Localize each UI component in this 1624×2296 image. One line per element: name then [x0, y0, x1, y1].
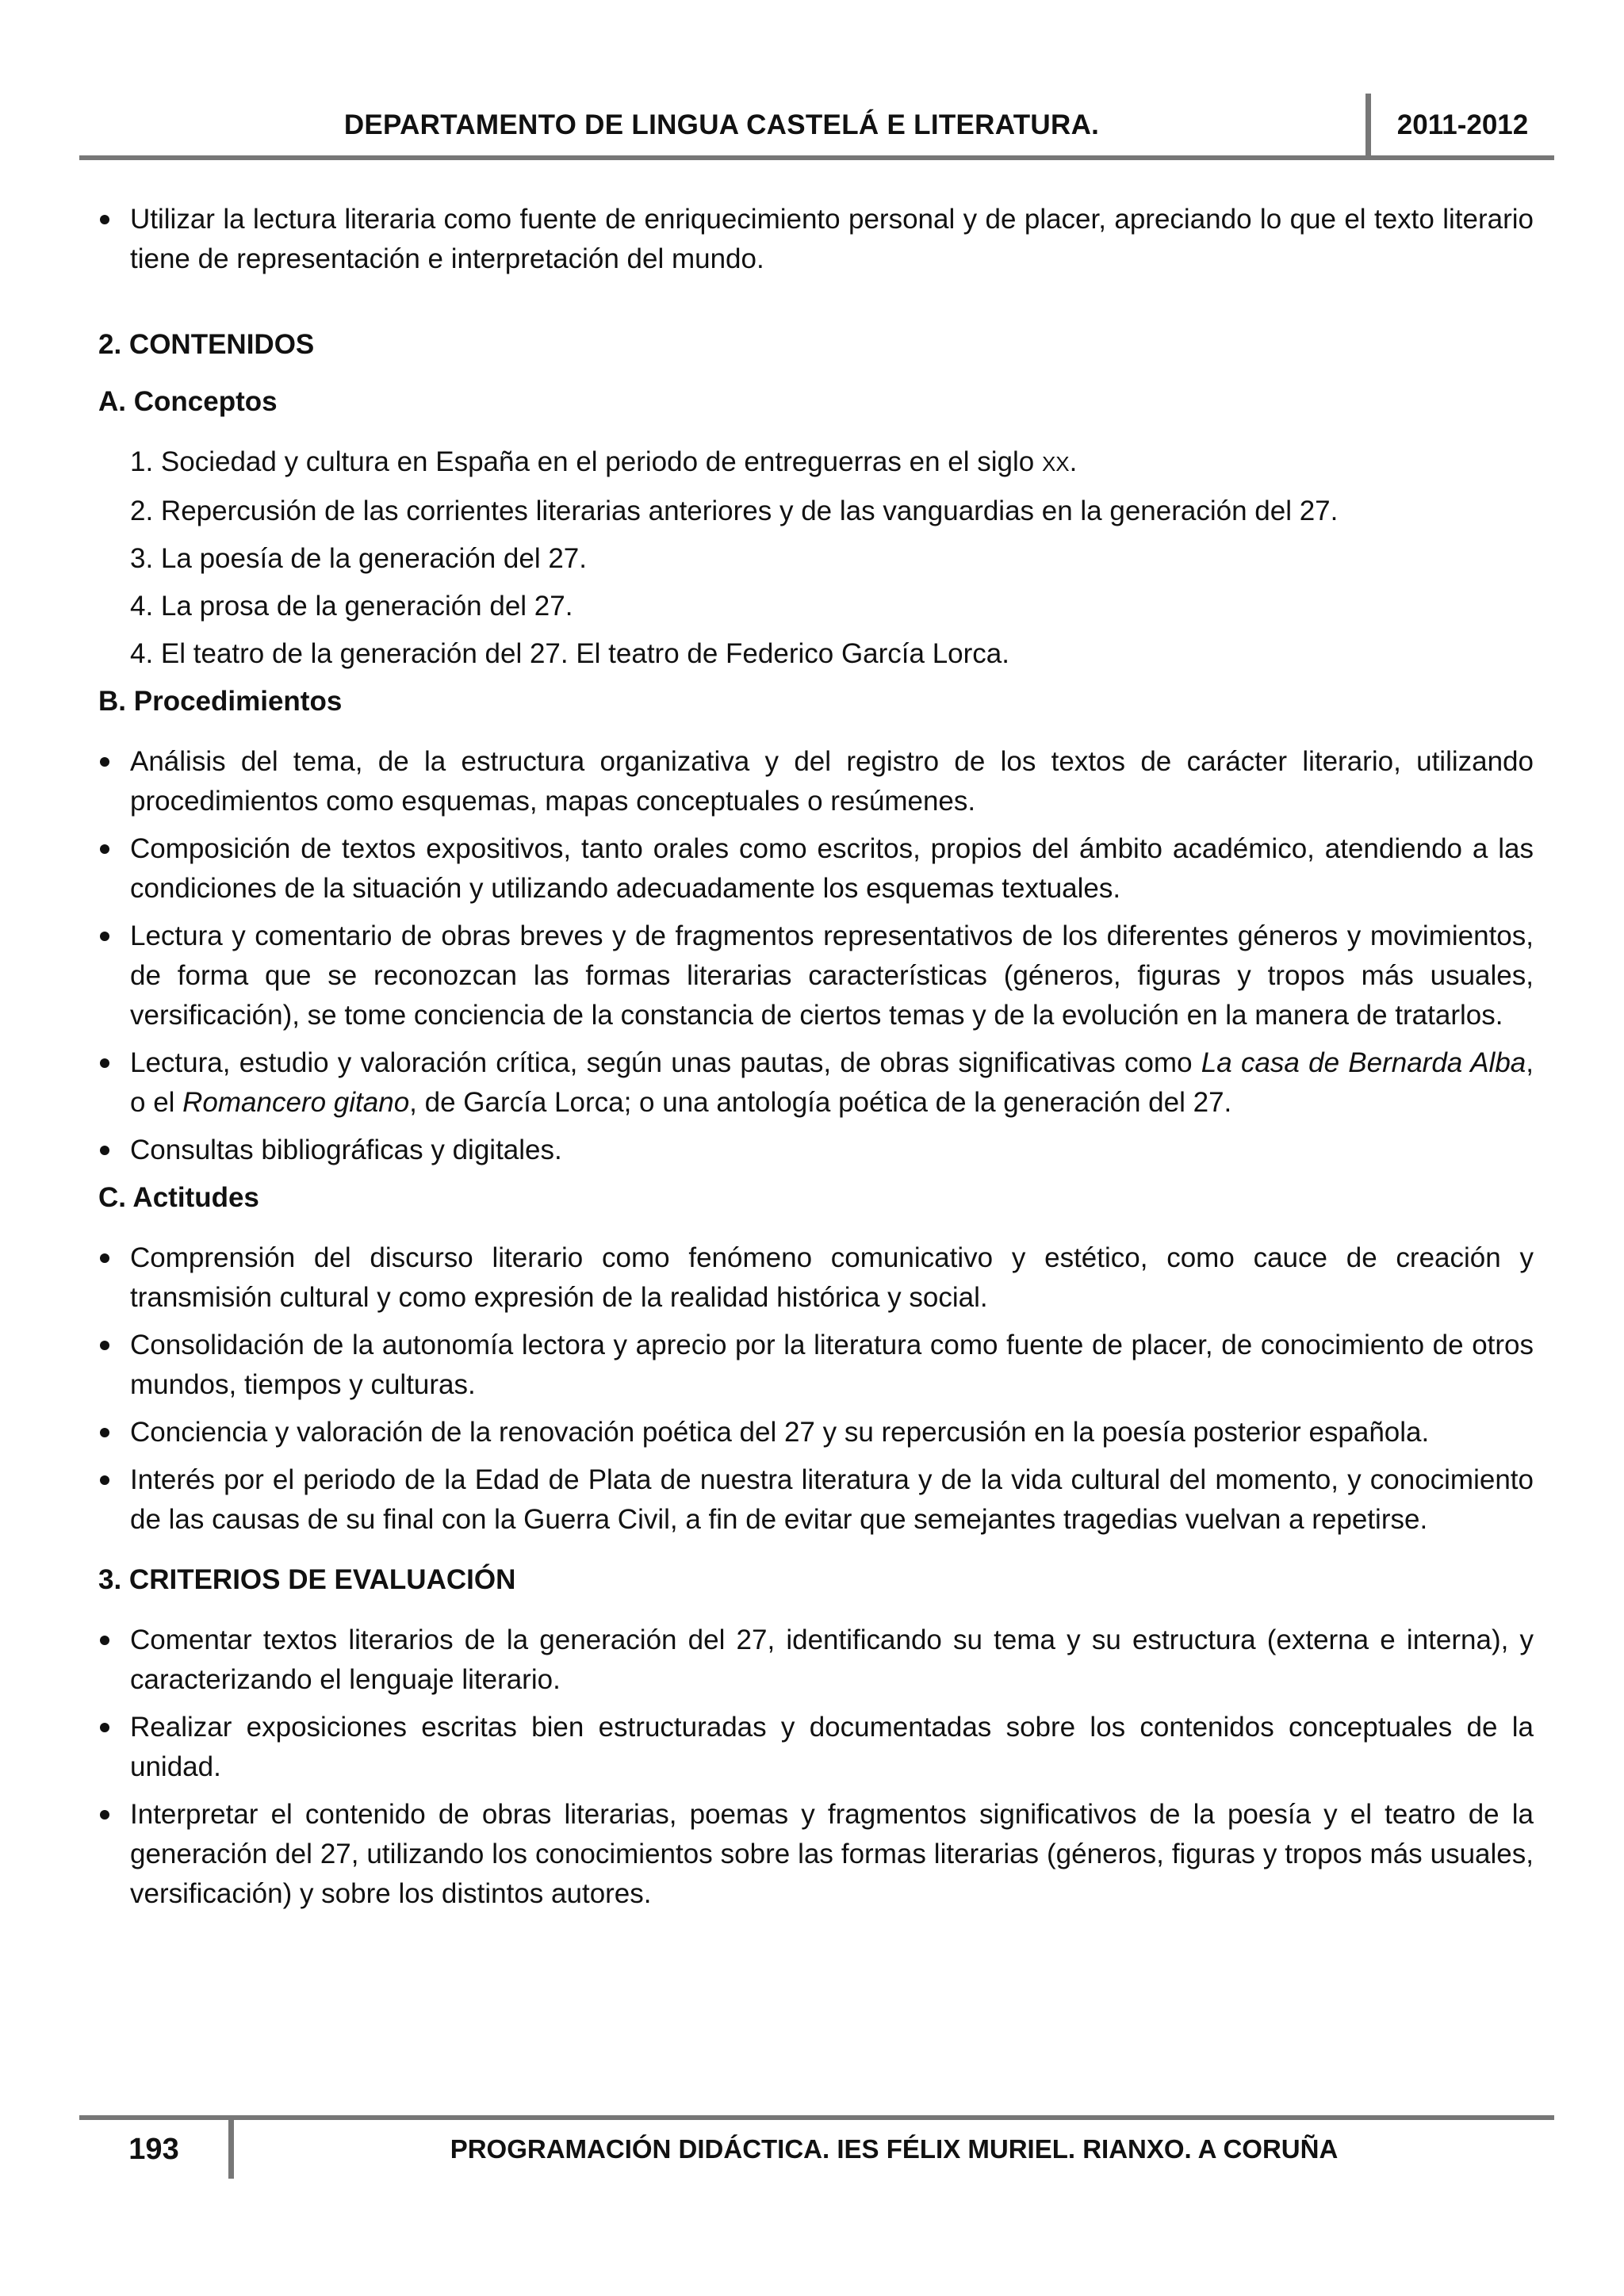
list-item — [130, 539, 1534, 579]
header-separator — [1365, 94, 1371, 160]
subsection-heading-actitudes: C. Actitudes — [98, 1182, 259, 1213]
footer-title: PROGRAMACIÓN DIDÁCTICA. IES FÉLIX MURIEL. RIANXO. A CORUÑA — [450, 2134, 1339, 2164]
footer-rule — [79, 2115, 1554, 2120]
list-item — [98, 1413, 1534, 1452]
list-item — [130, 492, 1534, 531]
list-item — [98, 200, 1534, 279]
bullet-icon — [100, 1428, 109, 1437]
subsection-heading-conceptos: A. Conceptos — [98, 386, 278, 417]
page-header — [79, 94, 1554, 160]
bullet-text: Interés por el periodo de la Edad de Plata de nuestra literatura y de la vida cultural del momento, y conocimiento de las causas de su final con la Guerra Civil, a fin de evitar que semejantes tragedias vuelvan a repetirse. — [130, 1464, 1534, 1535]
bullet-text: Consultas bibliográficas y digitales. — [130, 1135, 562, 1165]
bullet-text: Comentar textos literarios de la generación del 27, identificando su tema y su estructura (externa e interna), y caracterizando el lenguaje literario. — [130, 1624, 1534, 1695]
bullet-text: , de García Lorca; o una antología poética de la generación del 27. — [409, 1087, 1232, 1118]
bullet-text: Lectura, estudio y valoración crítica, según unas pautas, de obras significativas como — [130, 1047, 1201, 1078]
bullet-text: Conciencia y valoración de la renovación poética del 27 y su repercusión en la poesía posterior española. — [130, 1417, 1430, 1448]
item-text: 1. Sociedad y cultura en España en el periodo de entreguerras en el siglo — [130, 446, 1042, 477]
section-heading-contenidos: 2. CONTENIDOS — [98, 329, 315, 360]
list-item — [98, 1326, 1534, 1405]
list-item — [130, 442, 1534, 484]
list-item — [130, 634, 1534, 674]
bullet-icon — [100, 1723, 109, 1732]
bullet-text: Composición de textos expositivos, tanto orales como escritos, propios del ámbito académico, atendiendo a las condiciones de la situación y utilizando adecuadamente los esquemas textuales. — [130, 833, 1534, 904]
work-title-casa-de-bernarda-alba: La casa de Bernarda Alba — [1201, 1047, 1526, 1078]
list-item — [98, 1460, 1534, 1540]
list-item — [98, 1238, 1534, 1318]
list-item — [98, 1795, 1534, 1914]
bullet-text: Análisis del tema, de la estructura organizativa y del registro de los textos de carácter literario, utilizando procedimientos como esquemas, mapas conceptuales o resúmenes. — [130, 746, 1534, 817]
bullet-icon — [100, 1146, 109, 1155]
list-item — [98, 1708, 1534, 1787]
bullet-text: Interpretar el contenido de obras literarias, poemas y fragmentos significativos de la poesía y el teatro de la generación del 27, utilizando los conocimientos sobre las formas literarias (géneros, figuras y tropos más usuales, versificación) y sobre los distintos autores. — [130, 1799, 1534, 1909]
conceptos-list — [98, 442, 1534, 674]
item-text: 2. Repercusión de las corrientes literarias anteriores y de las vanguardias en la generación del 27. — [130, 496, 1339, 526]
century-small-caps: XX — [1041, 452, 1070, 476]
list-item — [98, 1131, 1534, 1170]
page-content — [98, 200, 1534, 1922]
intro-bullet-list — [98, 200, 1534, 279]
actitudes-list — [98, 1238, 1534, 1540]
criterios-list — [98, 1621, 1534, 1914]
work-title-romancero-gitano: Romancero gitano — [182, 1087, 410, 1118]
bullet-icon — [100, 757, 109, 767]
procedimientos-list — [98, 742, 1534, 1170]
item-text-end: . — [1069, 446, 1078, 477]
bullet-icon — [100, 1475, 109, 1485]
bullet-text: Realizar exposiciones escritas bien estructuradas y documentadas sobre los contenidos conceptuales de la unidad. — [130, 1712, 1534, 1782]
footer-separator — [228, 2115, 234, 2179]
item-text: 4. El teatro de la generación del 27. El teatro de Federico García Lorca. — [130, 638, 1009, 669]
list-item — [98, 829, 1534, 909]
bullet-text: Consolidación de la autonomía lectora y aprecio por la literatura como fuente de placer, de conocimiento de otros mundos, tiempos y culturas. — [130, 1330, 1534, 1400]
section-heading-criterios: 3. CRITERIOS DE EVALUACIÓN — [98, 1564, 516, 1595]
list-item — [98, 1043, 1534, 1123]
list-item — [98, 916, 1534, 1035]
header-title: DEPARTAMENTO DE LINGUA CASTELÁ E LITERATURA. — [343, 109, 1100, 140]
bullet-icon — [100, 1810, 109, 1820]
page-number: 193 — [128, 2133, 179, 2166]
bullet-icon — [100, 1253, 109, 1263]
item-text: 3. La poesía de la generación del 27. — [130, 543, 587, 574]
list-item — [98, 1621, 1534, 1700]
bullet-icon — [100, 1341, 109, 1350]
bullet-icon — [100, 1636, 109, 1645]
bullet-icon — [100, 932, 109, 941]
bullet-icon — [100, 215, 109, 224]
bullet-text: Comprensión del discurso literario como fenómeno comunicativo y estético, como cauce de creación y transmisión cultural y como expresión de la realidad histórica y social. — [130, 1242, 1534, 1313]
header-rule — [79, 155, 1554, 160]
subsection-heading-procedimientos: B. Procedimientos — [98, 686, 343, 717]
bullet-text: Lectura y comentario de obras breves y de fragmentos representativos de los diferentes géneros y movimientos, de forma que se reconozcan las formas literarias características (géneros, figuras y tropos más usuales, versificación), se tome conciencia de la constancia de ciertos temas y de la evolución en la manera de tratarlos. — [130, 920, 1534, 1031]
header-year: 2011-2012 — [1396, 109, 1529, 140]
bullet-text: , o el — [130, 1047, 1534, 1118]
bullet-icon — [100, 1058, 109, 1068]
item-text: 4. La prosa de la generación del 27. — [130, 591, 573, 622]
list-item — [130, 587, 1534, 626]
list-item — [98, 742, 1534, 821]
bullet-text: Utilizar la lectura literaria como fuente de enriquecimiento personal y de placer, apreciando lo que el texto literario tiene de representación e interpretación del mundo. — [130, 204, 1534, 274]
bullet-icon — [100, 844, 109, 854]
